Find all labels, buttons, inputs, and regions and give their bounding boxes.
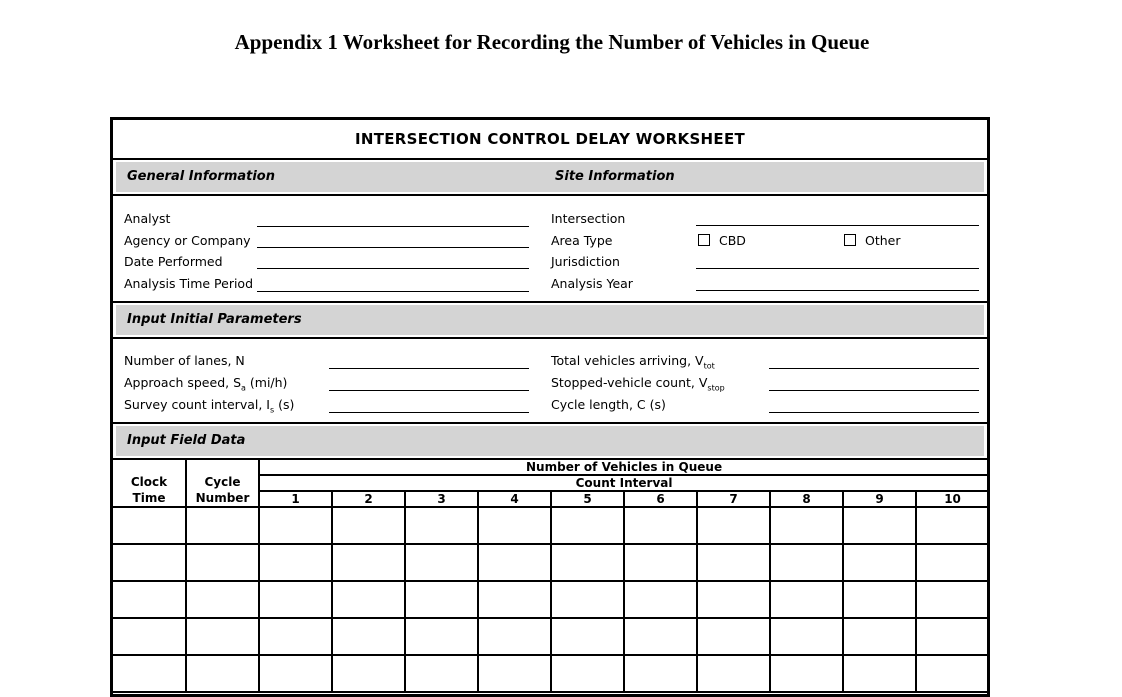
table-cell[interactable]	[405, 581, 478, 618]
input-params-heading: Input Initial Parameters	[127, 312, 302, 327]
intersection-label: Intersection	[551, 211, 626, 226]
interval-header: 1	[259, 491, 332, 507]
table-cell[interactable]	[113, 507, 186, 544]
table-cell[interactable]	[770, 581, 843, 618]
analyst-field[interactable]	[257, 226, 529, 227]
table-cell[interactable]	[405, 507, 478, 544]
site-info-heading: Site Information	[555, 169, 675, 184]
table-cell[interactable]	[405, 618, 478, 655]
table-cell[interactable]	[770, 507, 843, 544]
table-cell[interactable]	[551, 581, 624, 618]
interval-header: 10	[916, 491, 989, 507]
table-cell[interactable]	[186, 544, 259, 581]
table-cell[interactable]	[332, 581, 405, 618]
table-cell[interactable]	[770, 655, 843, 692]
agency-label: Agency or Company	[124, 233, 251, 248]
table-cell[interactable]	[332, 544, 405, 581]
table-row	[113, 655, 989, 692]
table-cell[interactable]	[478, 507, 551, 544]
table-cell[interactable]	[478, 655, 551, 692]
table-cell[interactable]	[551, 507, 624, 544]
table-cell[interactable]	[624, 618, 697, 655]
table-cell[interactable]	[843, 507, 916, 544]
section-header-params	[116, 305, 984, 335]
table-cell[interactable]	[259, 655, 332, 692]
table-cell[interactable]	[843, 655, 916, 692]
table-cell[interactable]	[697, 544, 770, 581]
survey-interval-label: Survey count interval, $I_s$ (s)	[124, 397, 295, 415]
page-title: Appendix 1 Worksheet for Recording the Number of Vehicles in Queue	[234, 30, 870, 54]
table-cell[interactable]	[916, 618, 989, 655]
stopped-vehicle-label: Stopped-vehicle count, $V_{stop}$	[551, 375, 725, 393]
table-cell[interactable]	[624, 507, 697, 544]
table-cell[interactable]	[478, 581, 551, 618]
table-cell[interactable]	[624, 581, 697, 618]
table-cell[interactable]	[916, 507, 989, 544]
agency-field[interactable]	[257, 247, 529, 248]
table-cell[interactable]	[405, 544, 478, 581]
queue-header: Number of Vehicles in Queue	[259, 459, 989, 475]
intersection-field[interactable]	[696, 225, 979, 226]
interval-header: 9	[843, 491, 916, 507]
table-row	[113, 544, 989, 581]
table-cell[interactable]	[113, 581, 186, 618]
table-cell[interactable]	[113, 618, 186, 655]
table-cell[interactable]	[916, 544, 989, 581]
table-cell[interactable]	[551, 618, 624, 655]
table-cell[interactable]	[332, 618, 405, 655]
cycle-length-label: Cycle length, C (s)	[551, 397, 666, 412]
worksheet	[110, 117, 990, 697]
table-cell[interactable]	[405, 655, 478, 692]
table-cell[interactable]	[113, 544, 186, 581]
divider	[113, 422, 987, 424]
analysis-year-field[interactable]	[696, 290, 979, 291]
date-performed-label: Date Performed	[124, 254, 223, 269]
field-data-table	[113, 458, 990, 693]
other-label: Other	[865, 233, 901, 248]
interval-header: 5	[551, 491, 624, 507]
clock-time-header: Clock Time	[113, 459, 186, 507]
table-cell[interactable]	[259, 581, 332, 618]
divider	[113, 337, 987, 339]
divider	[113, 194, 987, 196]
table-row	[113, 581, 989, 618]
table-cell[interactable]	[697, 507, 770, 544]
table-cell[interactable]	[186, 618, 259, 655]
table-cell[interactable]	[186, 655, 259, 692]
jurisdiction-field[interactable]	[696, 268, 979, 269]
stopped-vehicle-field[interactable]	[769, 390, 979, 391]
worksheet-title: INTERSECTION CONTROL DELAY WORKSHEET	[113, 120, 987, 160]
table-row	[113, 507, 989, 544]
table-cell[interactable]	[624, 544, 697, 581]
interval-header: 7	[697, 491, 770, 507]
table-cell[interactable]	[770, 544, 843, 581]
table-cell[interactable]	[259, 507, 332, 544]
table-cell[interactable]	[186, 581, 259, 618]
date-performed-field[interactable]	[257, 268, 529, 269]
interval-header: 2	[332, 491, 405, 507]
table-row	[113, 618, 989, 655]
table-cell[interactable]	[113, 655, 186, 692]
table-cell[interactable]	[478, 544, 551, 581]
table-cell[interactable]	[259, 618, 332, 655]
table-cell[interactable]	[332, 655, 405, 692]
table-cell[interactable]	[186, 507, 259, 544]
interval-header: 3	[405, 491, 478, 507]
interval-header: 4	[478, 491, 551, 507]
analysis-year-label: Analysis Year	[551, 276, 633, 291]
table-cell[interactable]	[697, 655, 770, 692]
analysis-time-period-field[interactable]	[257, 291, 529, 292]
divider	[113, 301, 987, 303]
table-cell[interactable]	[697, 618, 770, 655]
lanes-field[interactable]	[329, 368, 529, 369]
table-cell[interactable]	[478, 618, 551, 655]
field-data-heading: Input Field Data	[127, 433, 246, 448]
table-cell[interactable]	[916, 581, 989, 618]
survey-interval-field[interactable]	[329, 412, 529, 413]
analysis-time-period-label: Analysis Time Period	[124, 276, 254, 291]
table-cell[interactable]	[916, 655, 989, 692]
cbd-checkbox[interactable]	[698, 234, 710, 246]
table-cell[interactable]	[843, 544, 916, 581]
general-info-heading: General Information	[127, 169, 275, 184]
other-checkbox[interactable]	[844, 234, 856, 246]
table-cell[interactable]	[551, 544, 624, 581]
count-interval-header: Count Interval	[259, 475, 989, 491]
area-type-label: Area Type	[551, 233, 613, 248]
table-cell[interactable]	[332, 507, 405, 544]
jurisdiction-label: Jurisdiction	[551, 254, 620, 269]
table-cell[interactable]	[770, 618, 843, 655]
total-vehicles-label: Total vehicles arriving, $V_{tot}$	[551, 353, 715, 371]
table-cell[interactable]	[259, 544, 332, 581]
section-header-info	[116, 162, 984, 192]
interval-header: 6	[624, 491, 697, 507]
cbd-label: CBD	[719, 233, 746, 248]
lanes-label: Number of lanes, N	[124, 353, 245, 368]
total-vehicles-field[interactable]	[769, 368, 979, 369]
approach-speed-field[interactable]	[329, 390, 529, 391]
table-cell[interactable]	[624, 655, 697, 692]
table-cell[interactable]	[843, 618, 916, 655]
table-cell[interactable]	[843, 581, 916, 618]
table-cell[interactable]	[697, 581, 770, 618]
table-cell[interactable]	[551, 655, 624, 692]
approach-speed-label: Approach speed, $S_a$ (mi/h)	[124, 375, 288, 393]
cycle-length-field[interactable]	[769, 412, 979, 413]
interval-header: 8	[770, 491, 843, 507]
section-header-field-data	[116, 426, 984, 456]
cycle-number-header: Cycle Number	[186, 459, 259, 507]
analyst-label: Analyst	[124, 211, 171, 226]
